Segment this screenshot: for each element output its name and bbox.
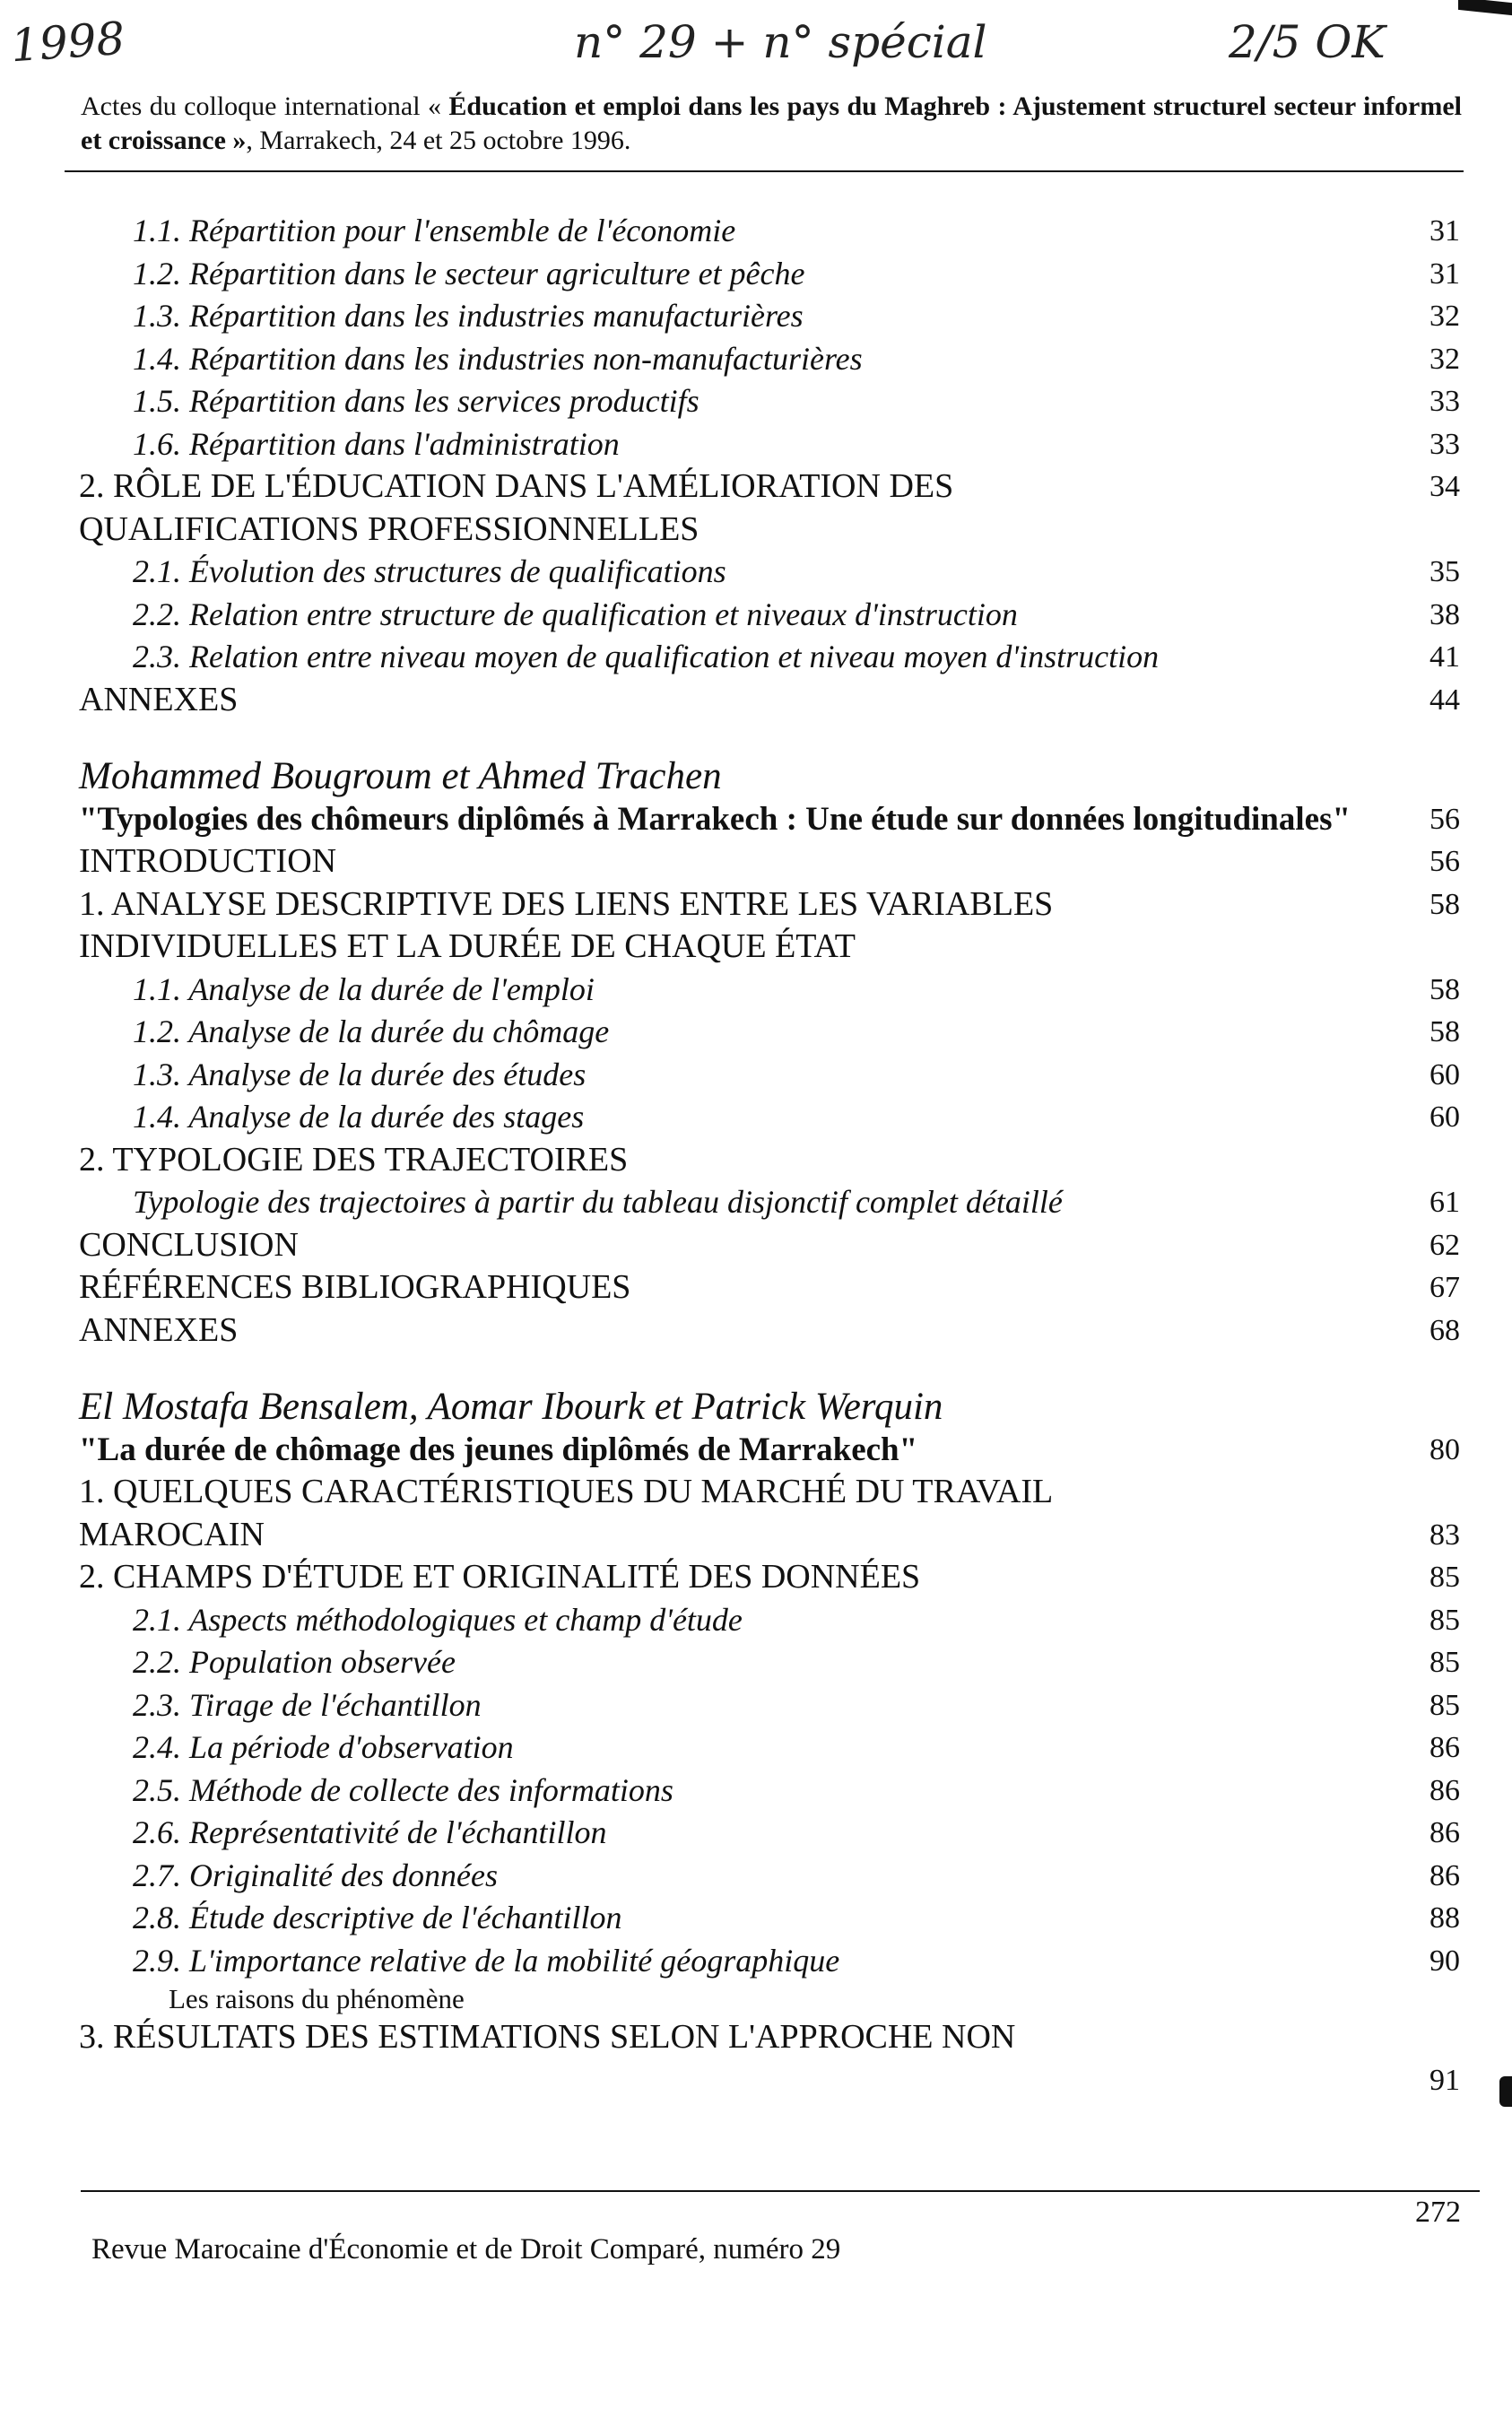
toc-entry: 2.7. Originalité des données 86	[79, 1855, 1460, 1898]
toc-entry: 1.4. Analyse de la durée des stages 60	[79, 1096, 1460, 1139]
toc-page: 91	[1429, 2063, 1460, 2097]
toc-section: 1. QUELQUES CARACTÉRISTIQUES DU MARCHÉ DU TRAVAIL	[79, 1473, 1054, 1510]
toc-section: 2. CHAMPS D'ÉTUDE ET ORIGINALITÉ DES DONNÉES 85	[79, 1556, 1460, 1599]
toc-page-continued	[79, 2059, 1460, 2102]
toc-page: 33	[1429, 427, 1460, 461]
toc-page: 80	[1429, 1432, 1460, 1466]
toc-entry: 2.9. L'importance relative de la mobilité géographique 90	[79, 1940, 1460, 1983]
toc-entry: 2.2. Population observée 85	[79, 1641, 1460, 1684]
toc-page: 85	[1429, 1688, 1460, 1722]
toc-section: 2. TYPOLOGIE DES TRAJECTOIRES	[79, 1140, 629, 1179]
toc-entry: 2.1. Évolution des structures de qualifications 35	[79, 551, 1460, 594]
toc-page: 86	[1429, 1858, 1460, 1892]
toc-entry: 2.1. Aspects méthodologiques et champ d'étude 85	[79, 1599, 1460, 1642]
toc-entry: 2.8. Étude descriptive de l'échantillon 88	[79, 1897, 1460, 1940]
toc-page: 67	[1429, 1271, 1460, 1304]
toc-note: Les raisons du phénomène	[169, 1983, 465, 2014]
toc-page: 85	[1429, 1646, 1460, 1679]
toc-page: 58	[1429, 1015, 1460, 1048]
toc-entry: 2.4. La période d'observation 86	[79, 1727, 1460, 1770]
toc-page: 56	[1429, 845, 1460, 878]
handwritten-issue-number: n° 29 + n° spécial	[574, 16, 987, 68]
toc-entry: 1.4. Répartition dans les industries non-manufacturières 32	[79, 338, 1460, 381]
toc-page: 33	[1429, 385, 1460, 418]
journal-footer: Revue Marocaine d'Économie et de Droit Comparé, numéro 29	[91, 2233, 841, 2266]
toc-page: 90	[1429, 1944, 1460, 1978]
toc-page: 58	[1429, 972, 1460, 1006]
article-authors: El Mostafa Bensalem, Aomar Ibourk et Patrick Werquin	[79, 1386, 943, 1428]
conference-header	[81, 90, 1462, 158]
toc-page: 44	[1429, 683, 1460, 717]
handwritten-annotations	[0, 7, 1512, 88]
article-authors: Mohammed Bougroum et Ahmed Trachen	[79, 755, 722, 797]
toc-entry: 1.3. Analyse de la durée des études 60	[79, 1054, 1460, 1097]
toc-section-continued: QUALIFICATIONS PROFESSIONNELLES	[79, 509, 700, 548]
toc-page: 86	[1429, 1816, 1460, 1849]
toc-entry: 1.6. Répartition dans l'administration 33	[79, 423, 1460, 466]
toc-entry: 1.1. Analyse de la durée de l'emploi 58	[79, 969, 1460, 1012]
toc-entry: 1.2. Répartition dans le secteur agriculture et pêche 31	[79, 253, 1460, 296]
toc-page: 58	[1429, 887, 1460, 921]
toc-section: ANNEXES 68	[79, 1309, 1460, 1353]
toc-page: 32	[1429, 300, 1460, 333]
toc-section: ANNEXES 44	[79, 679, 1460, 722]
toc-page: 83	[1429, 1518, 1460, 1552]
toc-section-continued: INDIVIDUELLES ET LA DURÉE DE CHAQUE ÉTAT	[79, 927, 856, 965]
toc-section: CONCLUSION 62	[79, 1224, 1460, 1267]
toc-page: 86	[1429, 1731, 1460, 1764]
toc-entry: 2.6. Représentativité de l'échantillon 86	[79, 1812, 1460, 1855]
toc-page: 60	[1429, 1100, 1460, 1134]
toc-entry: 1.3. Répartition dans les industries manufacturières 32	[79, 295, 1460, 338]
toc-page: 31	[1429, 214, 1460, 248]
header-divider	[65, 170, 1464, 172]
toc-section: INTRODUCTION 56	[79, 840, 1460, 883]
article-title: "Typologies des chômeurs diplômés à Marrakech : Une étude sur données longitudinales" 56	[79, 798, 1460, 841]
page-number: 272	[1415, 2196, 1461, 2229]
toc-entry: 2.3. Tirage de l'échantillon 85	[79, 1684, 1460, 1727]
toc-section: RÉFÉRENCES BIBLIOGRAPHIQUES 67	[79, 1266, 1460, 1309]
toc-page: 68	[1429, 1313, 1460, 1347]
toc-page: 41	[1429, 640, 1460, 674]
toc-page: 88	[1429, 1901, 1460, 1935]
toc-page: 85	[1429, 1561, 1460, 1594]
handwritten-ok-mark: 2/5 OK	[1229, 16, 1386, 68]
toc-page: 62	[1429, 1228, 1460, 1262]
toc-page: 85	[1429, 1603, 1460, 1637]
toc-page: 35	[1429, 555, 1460, 588]
footer-divider	[81, 2190, 1480, 2192]
toc-entry: 2.2. Relation entre structure de qualification et niveaux d'instruction 38	[79, 594, 1460, 637]
scan-edge-mark	[1499, 2076, 1512, 2107]
toc-page: 60	[1429, 1057, 1460, 1092]
toc-entry: 1.5. Répartition dans les services productifs 33	[79, 380, 1460, 423]
header-bold-title: Éducation et emploi dans les pays du Maghreb : Ajustement structurel secteur informel et croissance »	[81, 91, 1462, 155]
article-title: "La durée de chômage des jeunes diplômés de Marrakech" 80	[79, 1429, 1460, 1472]
toc-entry: 1.1. Répartition pour l'ensemble de l'économie 31	[79, 210, 1460, 253]
toc-page: 61	[1429, 1186, 1460, 1219]
toc-page: 34	[1429, 470, 1460, 503]
handwritten-year: 1998	[9, 12, 127, 73]
toc-entry: Typologie des trajectoires à partir du tableau disjonctif complet détaillé 61	[79, 1181, 1460, 1224]
toc-page: 32	[1429, 342, 1460, 376]
toc-section: 3. RÉSULTATS DES ESTIMATIONS SELON L'APPROCHE NON	[79, 2018, 1016, 2056]
toc-page: 31	[1429, 257, 1460, 291]
toc-entry: 2.5. Méthode de collecte des informations 86	[79, 1770, 1460, 1813]
header-suffix: , Marrakech, 24 et 25 octobre 1996.	[246, 126, 631, 155]
toc-page: 38	[1429, 597, 1460, 631]
toc-entry: 2.3. Relation entre niveau moyen de qualification et niveau moyen d'instruction 41	[79, 636, 1460, 679]
toc-section: 2. RÔLE DE L'ÉDUCATION DANS L'AMÉLIORATION DES 34	[79, 465, 1460, 509]
toc-entry: 1.2. Analyse de la durée du chômage 58	[79, 1011, 1460, 1054]
toc-section: 1. ANALYSE DESCRIPTIVE DES LIENS ENTRE LES VARIABLES 58	[79, 883, 1460, 926]
toc-page: 56	[1429, 802, 1460, 836]
toc-section-continued: MAROCAIN 83	[79, 1514, 1460, 1557]
header-prefix: Actes du colloque international «	[81, 91, 449, 121]
toc-page: 86	[1429, 1773, 1460, 1807]
table-of-contents	[79, 210, 1460, 2101]
